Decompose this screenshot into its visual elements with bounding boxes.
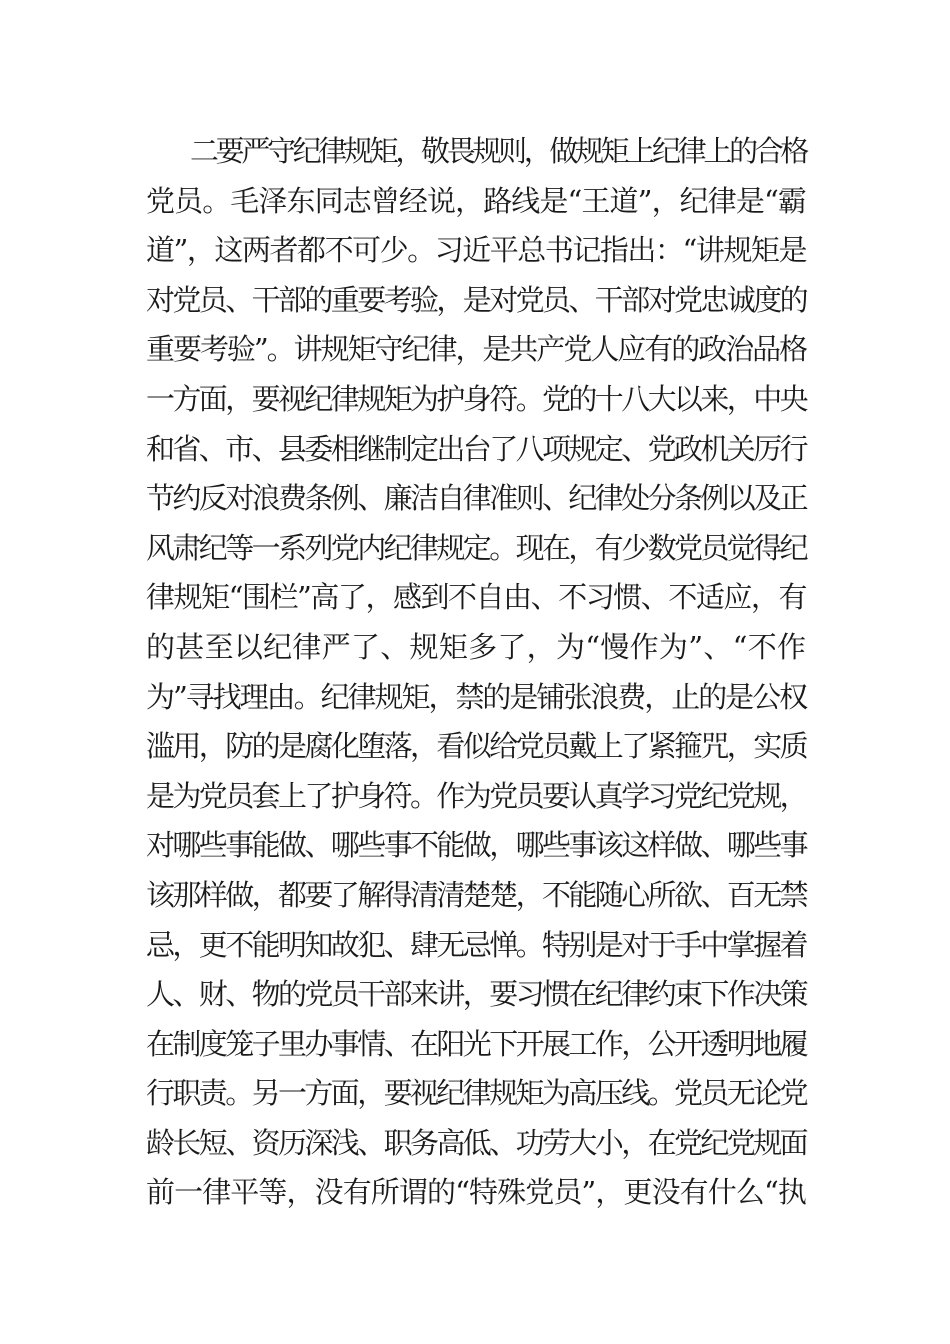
text-line: 人、财、物的党员干部来讲，要习惯在纪律约束下作决策 [146,977,807,1012]
text-line: 党员。毛泽东同志曾经说，路线是“王道”，纪律是“霸 [146,183,806,218]
text-line: 忌，更不能明知故犯、肆无忌惮。特别是对于手中掌握着 [146,927,807,962]
text-line: 龄长短、资历深浅、职务高低、功劳大小，在党纪党规面 [146,1125,807,1160]
text-line: 对党员、干部的重要考验，是对党员、干部对党忠诚度的 [146,282,807,317]
text-line: 滥用，防的是腐化堕落，看似给党员戴上了紧箍咒，实质 [146,729,807,764]
text-line: 风肃纪等一系列党内纪律规定。现在，有少数党员觉得纪 [146,530,807,565]
text-line: 前一律平等，没有所谓的“特殊党员”，更没有什么“执 [146,1175,806,1210]
text-line: 一方面，要视纪律规矩为护身符。党的十八大以来，中央 [146,381,807,416]
text-line: 行职责。另一方面，要视纪律规矩为高压线。党员无论党 [146,1076,807,1111]
text-line: 律规矩“围栏”高了，感到不自由、不习惯、不适应，有 [146,580,806,615]
text-line: 节约反对浪费条例、廉洁自律准则、纪律处分条例以及正 [146,481,807,516]
text-line: 和省、市、县委相继制定出台了八项规定、党政机关厉行 [146,431,807,466]
text-line: 是为党员套上了护身符。作为党员要认真学习党纪党规， [146,778,807,813]
text-line: 道”，这两者都不可少。习近平总书记指出：“讲规矩是 [146,233,806,268]
text-line: 二要严守纪律规矩，敬畏规则，做规矩上纪律上的合格 [190,134,807,168]
body-paragraph [146,127,806,1218]
text-line: 在制度笼子里办事情、在阳光下开展工作，公开透明地履 [146,1026,807,1061]
text-line: 为”寻找理由。纪律规矩，禁的是铺张浪费，止的是公权 [146,679,807,714]
text-line: 对哪些事能做、哪些事不能做，哪些事该这样做、哪些事 [146,828,807,863]
text-line: 该那样做，都要了解得清清楚楚，不能随心所欲、百无禁 [146,877,807,912]
text-line: 重要考验”。讲规矩守纪律，是共产党人应有的政治品格 [146,332,807,367]
text-line: 的甚至以纪律严了、规矩多了，为“慢作为”、“不作 [146,629,806,664]
